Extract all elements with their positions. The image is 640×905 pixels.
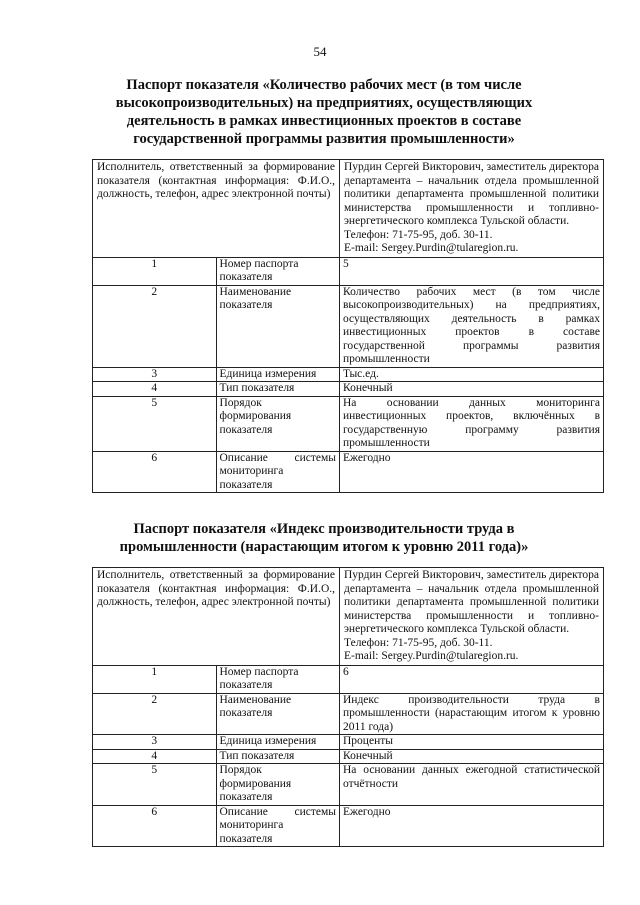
title-line: деятельность в рамках инвестиционных проектов в составе [126,113,522,129]
passport-title [95,76,553,148]
executor-value-cell [340,568,604,666]
row-label: Единица измерения [216,735,340,750]
title-line: государственной программы развития промышленности» [133,131,515,147]
executor-value-cell [340,160,604,258]
table-row [93,382,604,397]
row-number: 4 [93,382,217,397]
executor-email: E-mail: Sergey.Purdin@tularegion.ru. [344,650,519,662]
row-label: Порядок формирования показателя [216,396,340,451]
title-line: высокопроизводительных) на предприятиях, осуществляющих [115,95,533,111]
executor-value: Пурдин Сергей Викторович, заместитель директора департамента – начальник отдела промышленной политики департамента промышленной политики министерства промышленности и топливно-энергетического комплекса Тульской области. [344,569,599,635]
title-line: Паспорт показателя «Количество рабочих мест (в том числе [126,77,522,93]
row-number: 2 [93,285,217,367]
table-row [93,451,604,493]
table-row [93,735,604,750]
executor-value: Пурдин Сергей Викторович, заместитель директора департамента – начальник отдела промышленной политики департамента промышленной политики министерства промышленности и топливно-энергетического комплекса Тульской области. [344,161,599,227]
executor-row [93,568,604,666]
executor-label: Исполнитель, ответственный за формирование показателя (контактная информация: Ф.И.О., должность, телефон, адрес электронной почты) [93,568,340,666]
table-row [93,693,604,735]
executor-email: E-mail: Sergey.Purdin@tularegion.ru. [344,242,519,254]
row-label: Порядок формирования показателя [216,764,340,806]
row-number: 5 [93,396,217,451]
row-value: 6 [340,665,604,693]
row-value: Ежегодно [340,451,604,493]
row-label: Тип показателя [216,382,340,397]
page-number: 54 [313,44,327,59]
row-number: 3 [93,367,217,382]
passport-table [92,159,604,493]
passport-title [95,520,553,556]
passport-table [92,567,604,847]
row-label: Описание системы мониторинга показателя [216,805,340,847]
row-label: Наименование показателя [216,693,340,735]
row-value: 5 [340,257,604,285]
row-value: Конечный [340,382,604,397]
row-number: 6 [93,805,217,847]
title-line: промышленности (нарастающим итогом к уровню 2011 года)» [119,539,529,555]
row-value: Ежегодно [340,805,604,847]
table-row [93,749,604,764]
executor-row [93,160,604,258]
row-label: Номер паспорта показателя [216,257,340,285]
row-value: Количество рабочих мест (в том числе высокопроизводительных) на предприятиях, осуществляющих деятельность в рамках инвестиционных проектов в составе государственной программы развития промышленности [340,285,604,367]
table-row [93,285,604,367]
table-row [93,367,604,382]
row-label: Описание системы мониторинга показателя [216,451,340,493]
row-number: 4 [93,749,217,764]
executor-label: Исполнитель, ответственный за формирование показателя (контактная информация: Ф.И.О., должность, телефон, адрес электронной почты) [93,160,340,258]
table-row [93,396,604,451]
row-label: Единица измерения [216,367,340,382]
row-number: 5 [93,764,217,806]
row-number: 2 [93,693,217,735]
row-value: На основании данных ежегодной статистической отчётности [340,764,604,806]
table-row [93,805,604,847]
row-number: 6 [93,451,217,493]
row-value: Проценты [340,735,604,750]
table-row [93,257,604,285]
row-value: Конечный [340,749,604,764]
row-number: 3 [93,735,217,750]
row-label: Номер паспорта показателя [216,665,340,693]
title-line: Паспорт показателя «Индекс производительности труда в [133,521,515,537]
row-value: Индекс производительности труда в промышленности (нарастающим итогом к уровню 2011 года) [340,693,604,735]
row-number: 1 [93,257,217,285]
executor-phone: Телефон: 71-75-95, доб. 30-11. [344,228,493,241]
table-row [93,764,604,806]
row-label: Тип показателя [216,749,340,764]
row-number: 1 [93,665,217,693]
executor-phone: Телефон: 71-75-95, доб. 30-11. [344,636,493,649]
table-row [93,665,604,693]
row-value: На основании данных мониторинга инвестиционных проектов, включённых в государственную программу развития промышленности [340,396,604,451]
row-value: Тыс.ед. [340,367,604,382]
row-label: Наименование показателя [216,285,340,367]
